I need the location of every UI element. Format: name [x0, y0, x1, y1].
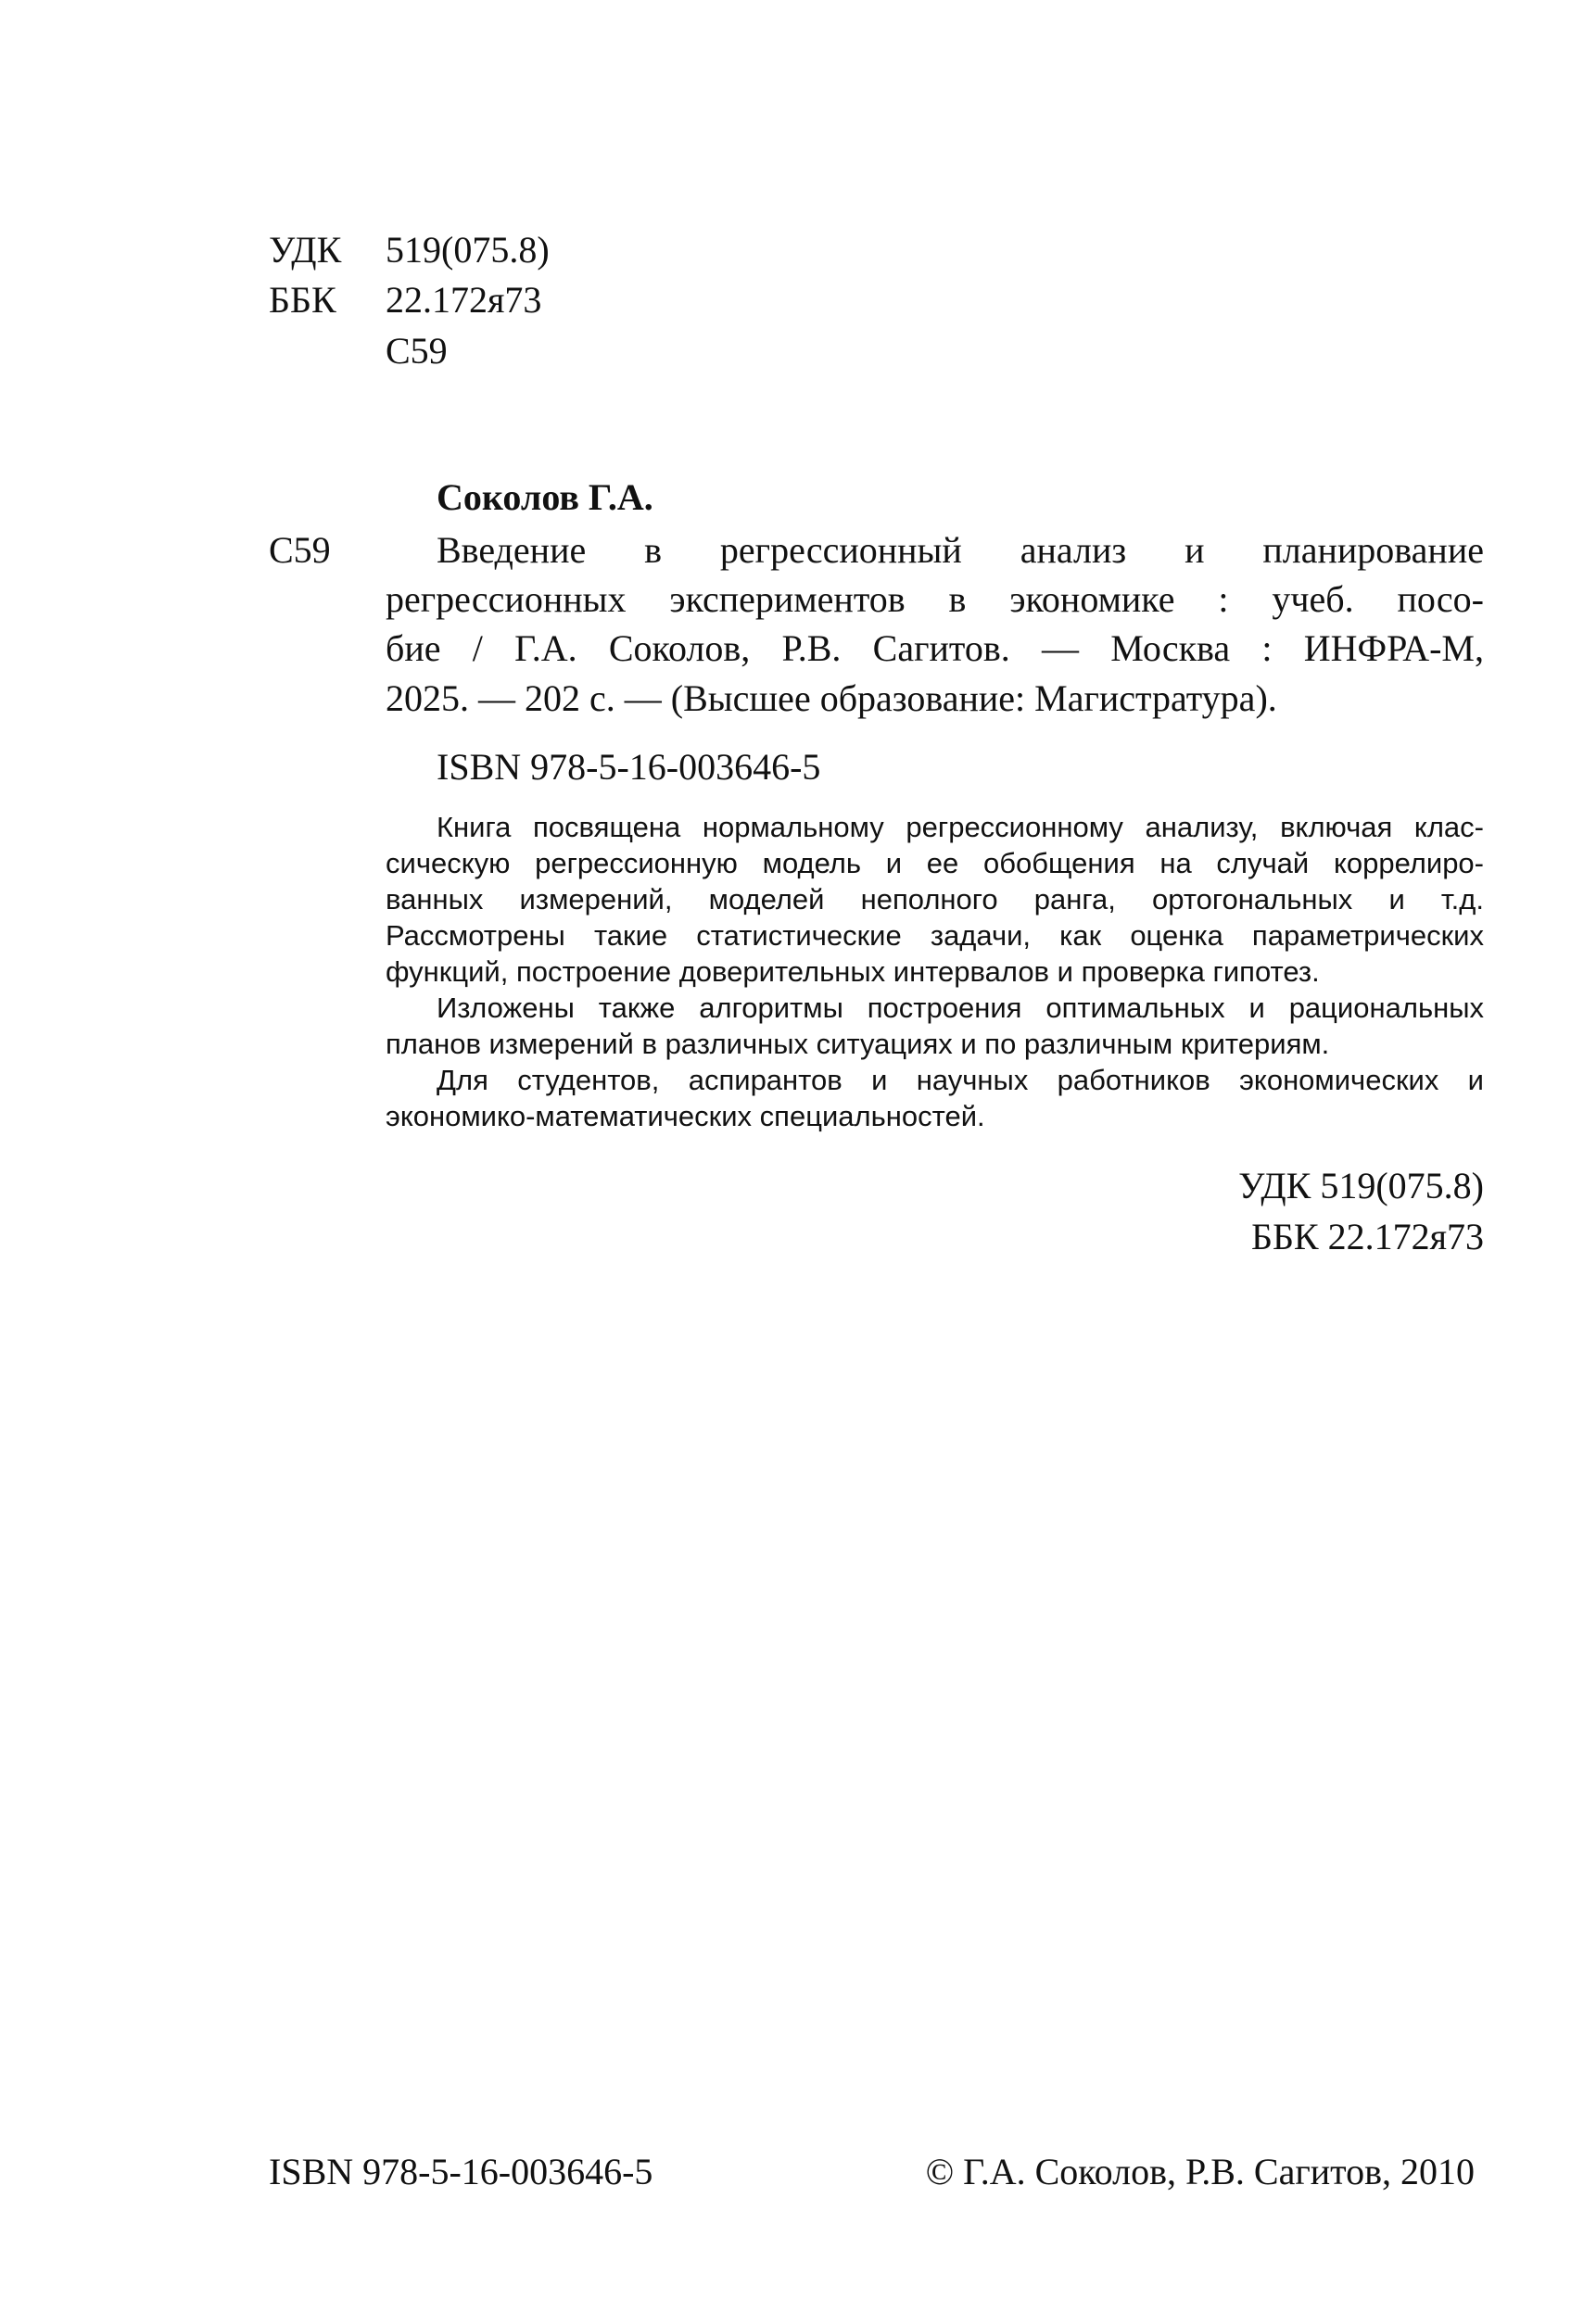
entry-isbn: ISBN 978-5-16-003646-5	[437, 746, 821, 788]
udk-label: УДК	[269, 229, 342, 271]
description-line: Введение в регрессионный анализ и планирование	[437, 529, 1484, 571]
abstract-line: ванных измерений, моделей неполного ранга, ортогональных и т.д.	[386, 883, 1484, 916]
entry-sign: С59	[269, 529, 331, 571]
description-line: 2025. — 202 с. — (Высшее образование: Магистратура).	[386, 677, 1277, 719]
description-line: регрессионных экспериментов в экономике : учеб. посо-	[386, 578, 1484, 620]
bottom-bbk: ББК 22.172я73	[1250, 1216, 1484, 1257]
abstract-line: Изложены также алгоритмы построения оптимальных и рациональных	[437, 991, 1484, 1024]
abstract-line: функций, построение доверительных интервалов и проверка гипотез.	[386, 955, 1320, 988]
copyright: © Г.А. Соколов, Р.В. Сагитов, 2010	[925, 2151, 1475, 2192]
abstract-line: экономико-математических специальностей.	[386, 1100, 985, 1132]
bbk-label: ББК	[269, 279, 336, 321]
bbk-value: 22.172я73	[386, 279, 542, 321]
bottom-udk: УДК 519(075.8)	[1238, 1165, 1484, 1206]
abstract-line: сическую регрессионную модель и ее обобщения на случай коррелиро-	[386, 847, 1484, 879]
abstract-line: Книга посвящена нормальному регрессионному анализу, включая клас-	[437, 811, 1484, 843]
udk-value: 519(075.8)	[386, 229, 550, 271]
entry-author: Соколов Г.А.	[437, 476, 653, 518]
abstract-line: Для студентов, аспирантов и научных работников экономических и	[437, 1064, 1484, 1096]
abstract-line: Рассмотрены такие статистические задачи, как оценка параметрических	[386, 919, 1484, 952]
abstract-line: планов измерений в различных ситуациях и по различным критериям.	[386, 1028, 1330, 1060]
author-sign: С59	[386, 330, 448, 372]
description-line: бие / Г.А. Соколов, Р.В. Сагитов. — Москва : ИНФРА-М,	[386, 627, 1484, 669]
footer-isbn: ISBN 978-5-16-003646-5	[269, 2151, 653, 2192]
